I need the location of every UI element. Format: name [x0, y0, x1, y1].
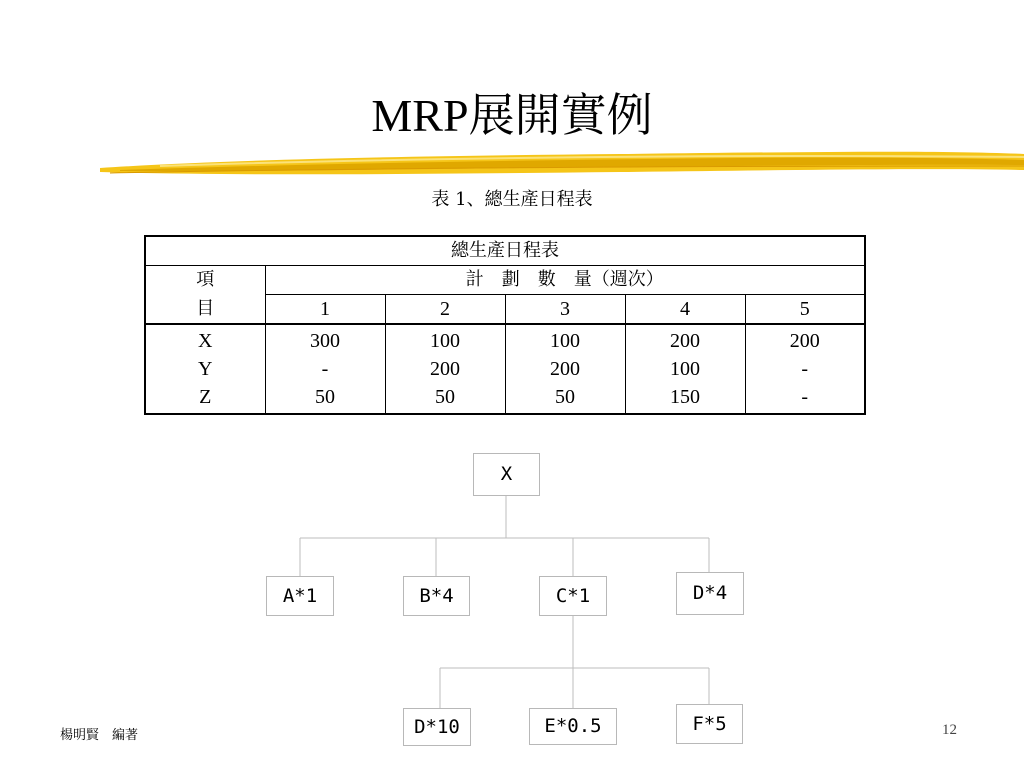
- tree-node-level2: F*5: [676, 704, 743, 744]
- quantity-cell: 200: [505, 355, 625, 383]
- item-cell: X: [198, 330, 213, 352]
- item-header-top: 項: [196, 269, 215, 291]
- table-title: 總生產日程表: [145, 236, 865, 266]
- week-header: 3: [505, 295, 625, 325]
- item-cell: Y: [198, 358, 213, 380]
- quantity-cell: 50: [385, 383, 505, 414]
- quantity-cell: 100: [385, 324, 505, 355]
- quantity-cell: 100: [505, 324, 625, 355]
- plan-quantity-header: 計 劃 數 量（週次）: [265, 266, 865, 295]
- tree-node-level1: A*1: [266, 576, 334, 616]
- quantity-cell: 200: [385, 355, 505, 383]
- quantity-cell: 100: [625, 355, 745, 383]
- week-header: 4: [625, 295, 745, 325]
- page-number: 12: [942, 722, 957, 738]
- table-caption: 表 1、總生產日程表: [431, 189, 593, 210]
- week-header: 1: [265, 295, 385, 325]
- quantity-cell: 200: [745, 324, 865, 355]
- quantity-cell: -: [745, 383, 865, 414]
- tree-node-root: X: [473, 453, 540, 496]
- tree-node-level1: C*1: [539, 576, 607, 616]
- week-header: 5: [745, 295, 865, 325]
- item-cell: Z: [199, 386, 212, 408]
- week-header: 2: [385, 295, 505, 325]
- quantity-cell: 200: [625, 324, 745, 355]
- quantity-cell: 50: [505, 383, 625, 414]
- tree-node-level1: B*4: [403, 576, 470, 616]
- quantity-cell: 50: [265, 383, 385, 414]
- quantity-cell: -: [265, 355, 385, 383]
- author-footer: 楊明賢 編著: [60, 728, 139, 743]
- slide-title: MRP展開實例: [371, 90, 653, 141]
- quantity-cell: 150: [625, 383, 745, 414]
- tree-node-level2: D*10: [403, 708, 471, 746]
- tree-node-level1: D*4: [676, 572, 744, 615]
- quantity-cell: 300: [265, 324, 385, 355]
- quantity-cell: -: [745, 355, 865, 383]
- tree-node-level2: E*0.5: [529, 708, 617, 745]
- item-header-bottom: 目: [145, 295, 265, 325]
